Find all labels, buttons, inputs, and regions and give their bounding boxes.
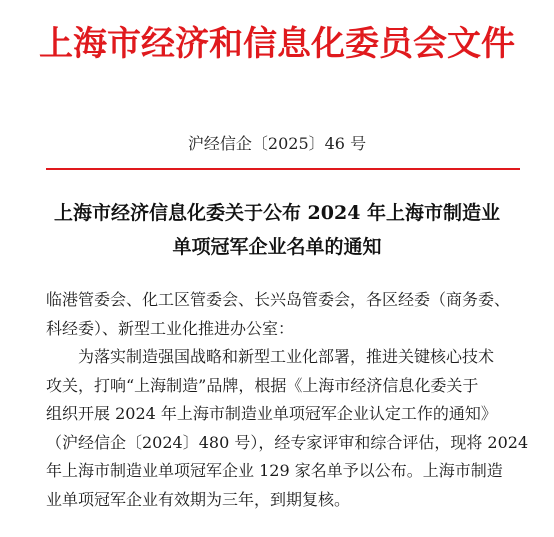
- notice-title-line-1: 上海市经济信息化委关于公布 2024 年上海市制造业: [53, 202, 501, 224]
- notice-title: [0, 196, 554, 264]
- body-line-6: （沪经信企〔2024〕480 号），经专家评审和综合评估，现将 2024: [46, 432, 529, 452]
- body-line-3: 为落实制造强国战略和新型工业化部署，推进关键核心技术: [46, 347, 495, 366]
- notice-title-line-2: 单项冠军企业名单的通知: [172, 236, 382, 258]
- red-divider-rule: [46, 168, 520, 170]
- body-line-4: 攻关，打响“上海制造”品牌，根据《上海市经济信息化委关于: [46, 375, 479, 395]
- document-number: 沪经信企〔2025〕46 号: [187, 134, 367, 153]
- body-line-5: 组织开展 2024 年上海市制造业单项冠军企业认定工作的通知》: [46, 404, 497, 423]
- issuer-header-title: 上海市经济和信息化委员会文件: [39, 24, 515, 64]
- body-line-1: 临港管委会、化工区管委会、长兴岛管委会，各区经委（商务委、: [46, 290, 511, 309]
- body-line-7: 年上海市制造业单项冠军企业 129 家名单予以公布。上海市制造: [46, 461, 503, 480]
- body-line-8: 业单项冠军企业有效期为三年，到期复核。: [46, 489, 351, 509]
- body-line-2: 科经委）、新型工业化推进办公室：: [46, 318, 295, 338]
- notice-body: [46, 286, 529, 514]
